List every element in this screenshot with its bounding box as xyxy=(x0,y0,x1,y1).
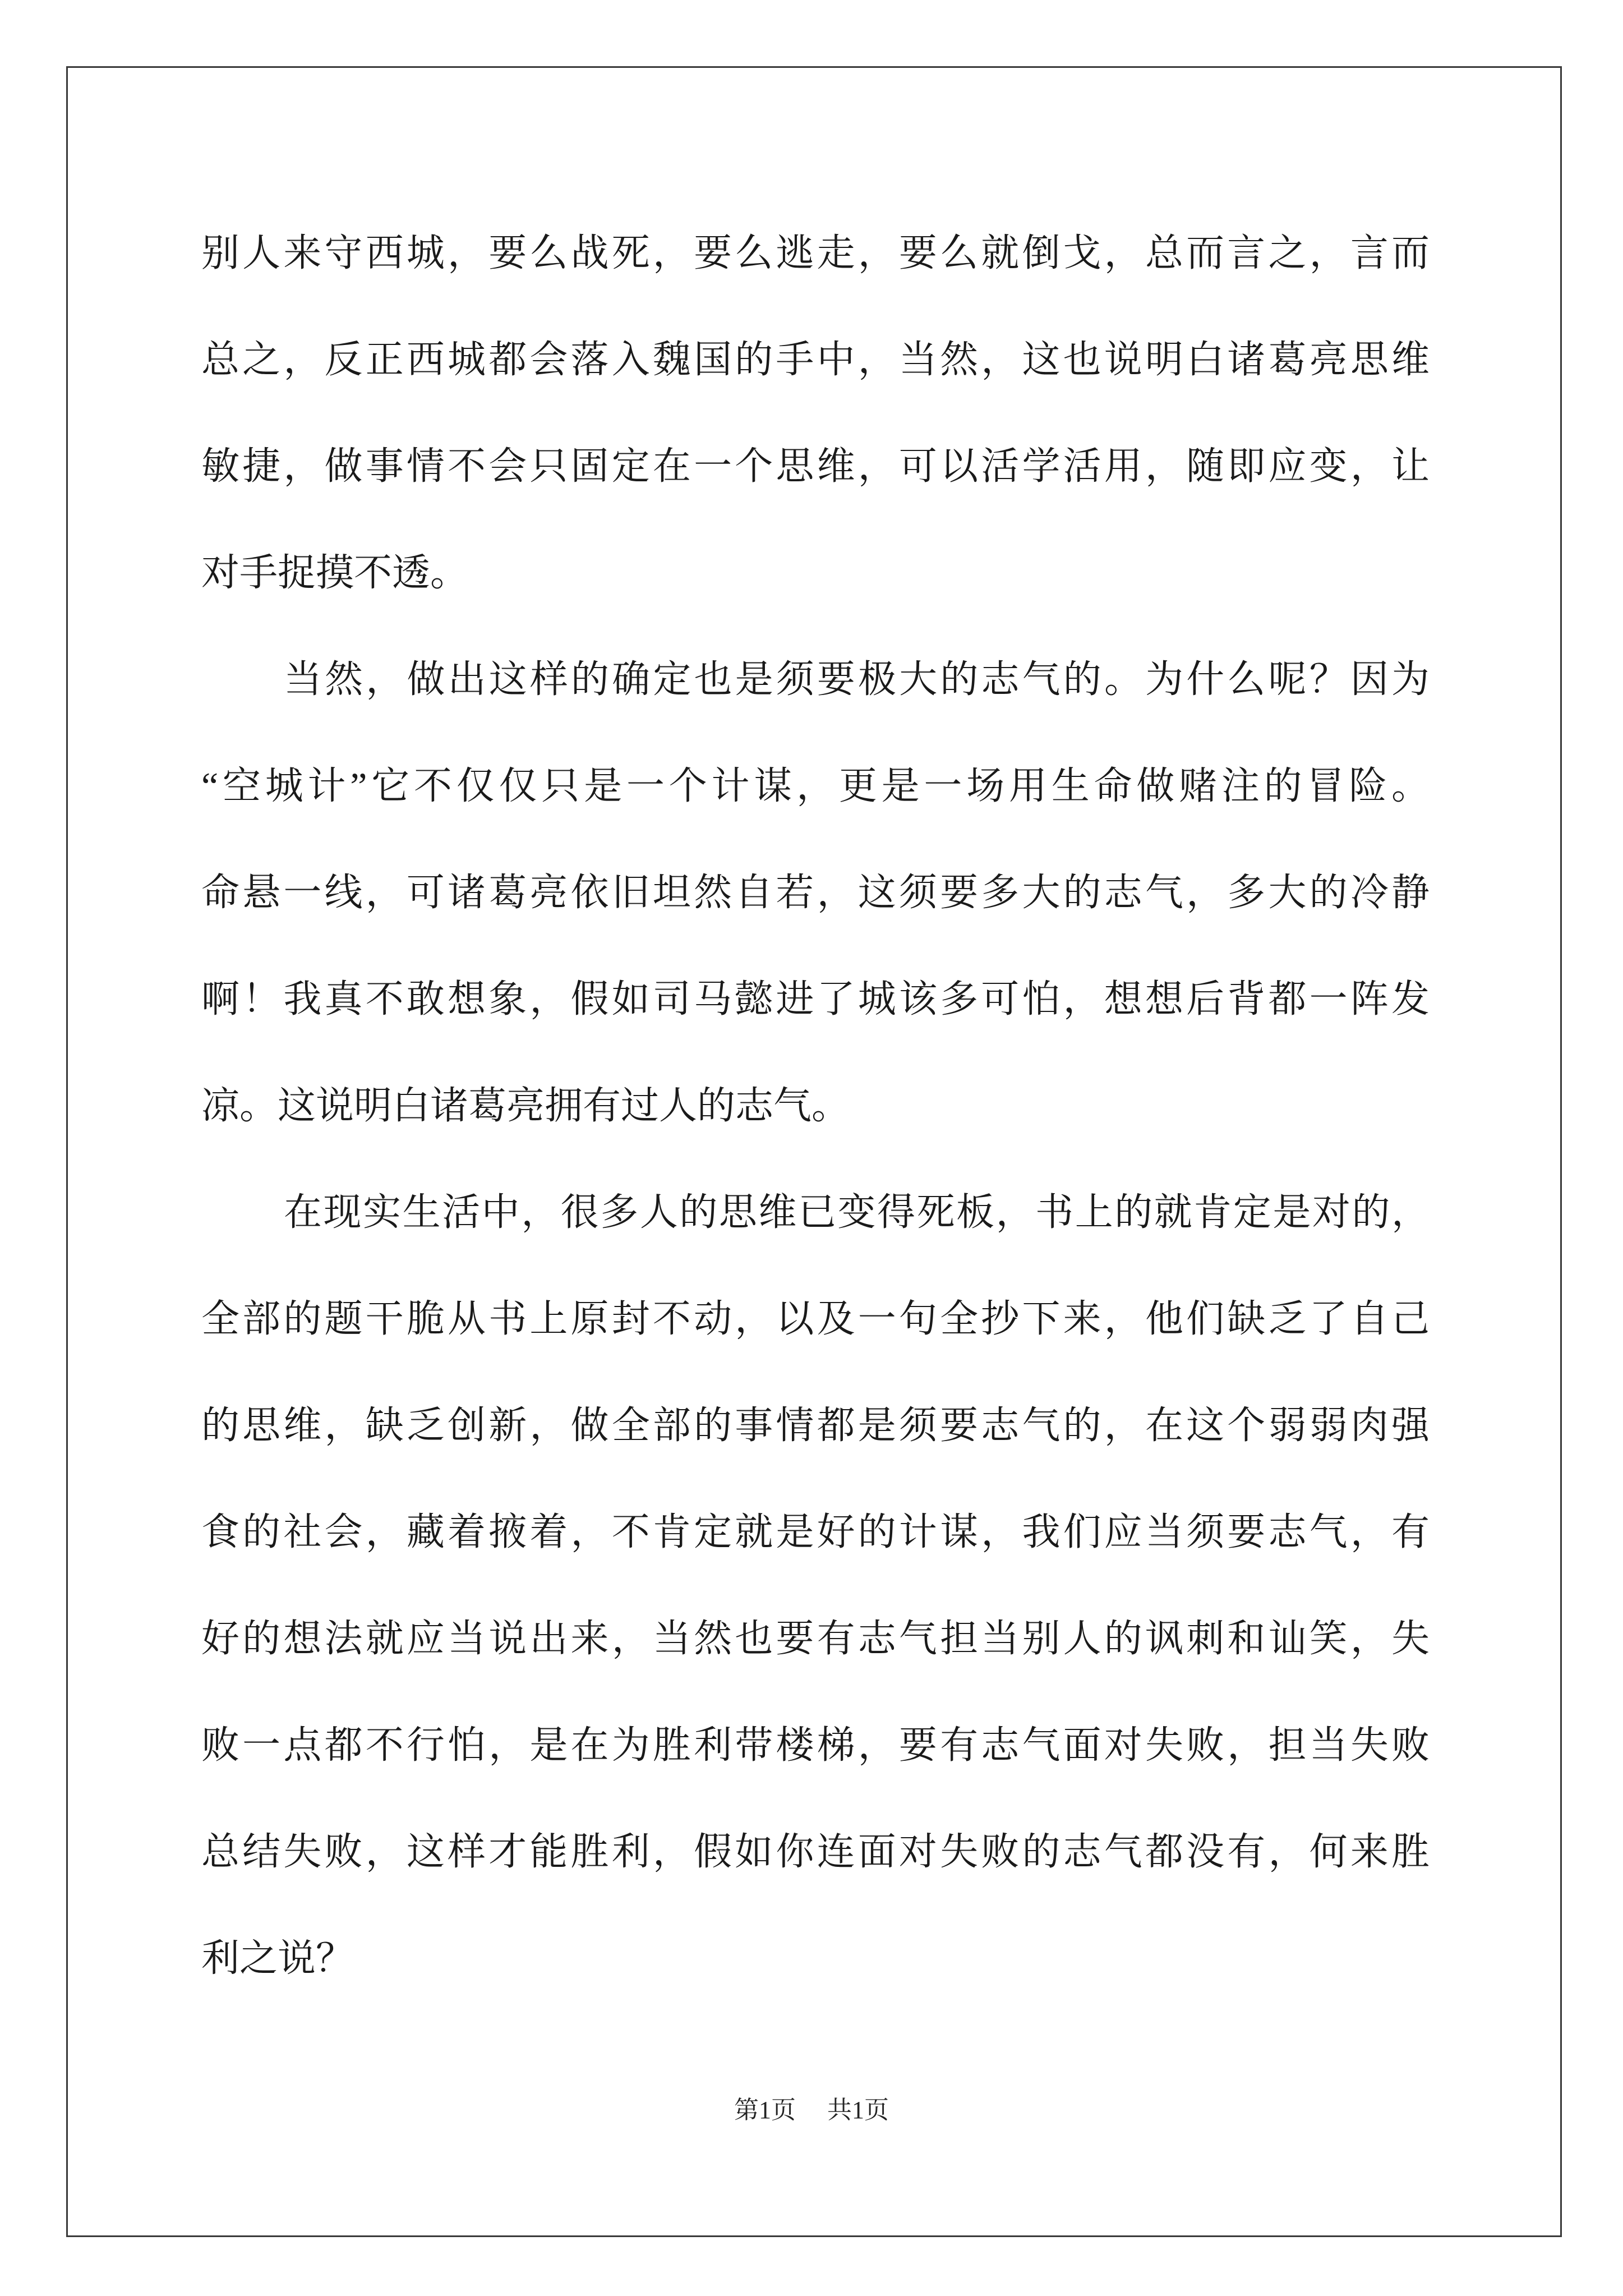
text-line: 食的社会，藏着掖着，不肯定就是好的计谋，我们应当须要志气，有 xyxy=(201,1511,1430,1553)
text-line: 利之说？ xyxy=(201,1937,354,1980)
document-body xyxy=(201,200,1430,2012)
text-line: 的思维，缺乏创新，做全部的事情都是须要志气的，在这个弱弱肉强 xyxy=(201,1404,1430,1447)
text-line: 对手捉摸不透。 xyxy=(201,551,469,594)
page-footer xyxy=(0,2093,1623,2127)
text-line: 敏捷，做事情不会只固定在一个思维，可以活学活用，随即应变，让 xyxy=(201,445,1430,487)
text-line: 啊！我真不敢想象，假如司马懿进了城该多可怕，想想后背都一阵发 xyxy=(201,978,1430,1020)
text-line: 命悬一线，可诸葛亮依旧坦然自若，这须要多大的志气，多大的冷静 xyxy=(201,871,1430,914)
page-total: 共1页 xyxy=(827,2096,889,2124)
text-line: “空城计”它不仅仅只是一个计谋，更是一场用生命做赌注的冒险。 xyxy=(201,765,1430,807)
text-line: 当然，做出这样的确定也是须要极大的志气的。为什么呢？因为 xyxy=(284,658,1430,701)
paragraph xyxy=(201,626,1430,1159)
text-line: 全部的题干脆从书上原封不动，以及一句全抄下来，他们缺乏了自己 xyxy=(201,1297,1430,1340)
page-number: 第1页 xyxy=(734,2096,796,2124)
paragraph xyxy=(201,1159,1430,2012)
text-line: 在现实生活中，很多人的思维已变得死板，书上的就肯定是对的， xyxy=(284,1191,1430,1234)
text-line: 总之，反正西城都会落入魏国的手中，当然，这也说明白诸葛亮思维 xyxy=(201,338,1430,381)
text-line: 败一点都不行怕，是在为胜利带楼梯，要有志气面对失败，担当失败 xyxy=(201,1724,1430,1766)
paragraph xyxy=(201,200,1430,626)
text-line: 凉。这说明白诸葛亮拥有过人的志气。 xyxy=(201,1084,850,1127)
text-line: 好的想法就应当说出来，当然也要有志气担当别人的讽刺和讪笑，失 xyxy=(201,1617,1430,1660)
text-line: 总结失败，这样才能胜利，假如你连面对失败的志气都没有，何来胜 xyxy=(201,1830,1430,1873)
text-line: 别人来守西城，要么战死，要么逃走，要么就倒戈，总而言之，言而 xyxy=(201,232,1430,274)
